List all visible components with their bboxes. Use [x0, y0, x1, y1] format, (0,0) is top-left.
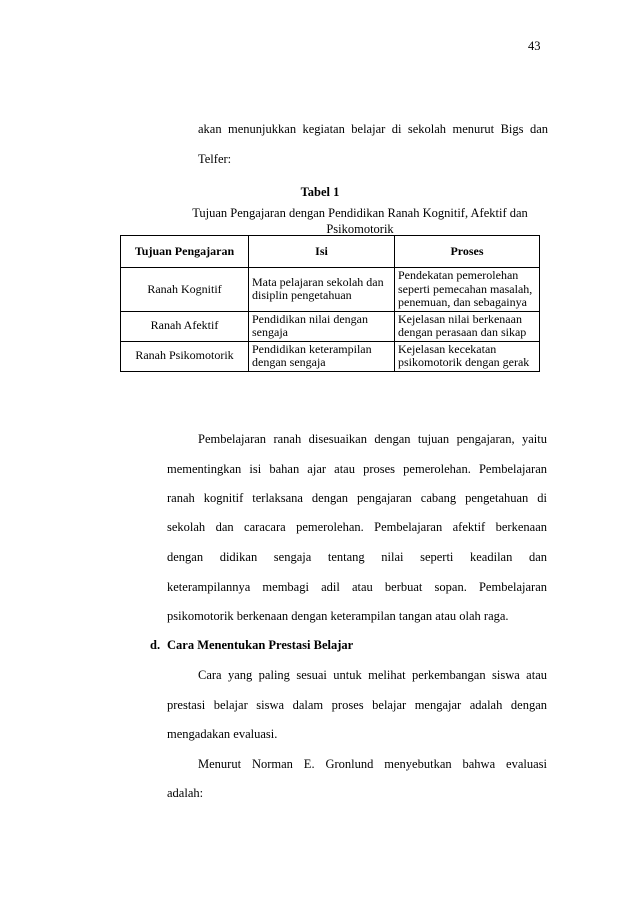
page-number: 43 — [528, 39, 541, 53]
paragraph-1-line: ranah kognitif terlaksana dengan pengajaran cabang pengetahuan di — [167, 491, 547, 505]
cell-tujuan: Ranah Afektif — [121, 311, 249, 341]
paragraph-3-line: adalah: — [167, 786, 204, 800]
section-title: Cara Menentukan Prestasi Belajar — [167, 638, 354, 652]
paragraph-1-line: keterampilannya membagi adil atau berbuat sopan. Pembelajaran — [167, 580, 547, 594]
cell-proses: Kejelasan kecekatan psikomotorik dengan gerak — [395, 341, 540, 371]
intro-line-2: Telfer: — [198, 152, 232, 166]
cell-isi: Mata pelajaran sekolah dan disiplin pengetahuan — [249, 268, 395, 312]
paragraph-2-line: prestasi belajar siswa dalam proses belajar mengajar adalah dengan — [167, 698, 547, 712]
intro-line-1: akan menunjukkan kegiatan belajar di sekolah menurut Bigs dan — [198, 122, 548, 136]
paragraph-1-line: sekolah dan caracara pemerolehan. Pembelajaran afektif berkenaan — [167, 520, 547, 534]
paragraph-2-line: Cara yang paling sesuai untuk melihat perkembangan siswa atau — [198, 668, 547, 682]
cell-isi: Pendidikan keterampilan dengan sengaja — [249, 341, 395, 371]
cell-isi: Pendidikan nilai dengan sengaja — [249, 311, 395, 341]
header-isi: Isi — [249, 236, 395, 268]
table-row — [121, 311, 540, 341]
paragraph-1-line: psikomotorik berkenaan dengan keterampilan tangan atau olah raga. — [167, 609, 509, 623]
learning-objectives-table — [120, 235, 540, 372]
table-caption-line-1: Tujuan Pengajaran dengan Pendidikan Ranah Kognitif, Afektif dan — [192, 206, 528, 220]
paragraph-1-line: mementingkan isi bahan ajar atau proses pemerolehan. Pembelajaran — [167, 462, 547, 476]
paragraph-1-line: dengan didikan sengaja tentang nilai seperti keadilan dan — [167, 550, 547, 564]
table-header-row — [121, 236, 540, 268]
cell-tujuan: Ranah Psikomotorik — [121, 341, 249, 371]
paragraph-1-line: Pembelajaran ranah disesuaikan dengan tujuan pengajaran, yaitu — [198, 432, 547, 446]
paragraph-3-line: Menurut Norman E. Gronlund menyebutkan bahwa evaluasi — [198, 757, 547, 771]
table-caption — [165, 205, 555, 237]
paragraph-2-line: mengadakan evaluasi. — [167, 727, 278, 741]
table-caption-line-2: Psikomotorik — [326, 222, 394, 236]
cell-proses: Pendekatan pemerolehan seperti pemecahan masalah, penemuan, dan sebagainya — [395, 268, 540, 312]
table-row — [121, 341, 540, 371]
cell-tujuan: Ranah Kognitif — [121, 268, 249, 312]
header-tujuan: Tujuan Pengajaran — [121, 236, 249, 268]
table-row — [121, 268, 540, 312]
section-letter: d. — [150, 638, 161, 652]
table-title: Tabel 1 — [300, 185, 340, 199]
cell-proses: Kejelasan nilai berkenaan dengan perasaan dan sikap — [395, 311, 540, 341]
header-proses: Proses — [395, 236, 540, 268]
section-heading — [150, 638, 353, 653]
